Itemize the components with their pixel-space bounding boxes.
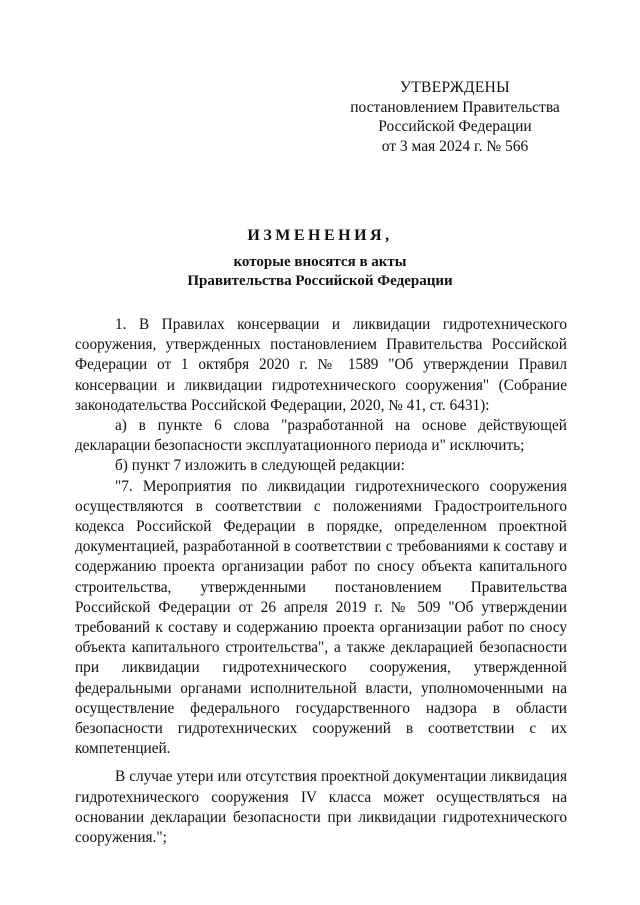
approval-line-2: Российской Федерации <box>378 118 532 135</box>
document-subtitle-line-1: которые вносятся в акты <box>233 254 407 270</box>
approval-line-1: постановлением Правительства <box>350 98 560 116</box>
paragraph-5: В случае утери или отсутствия проектной документации ликвидация гидротехнического сооружения IV класса может осуществляться на основании декларации безопасности при ликвидации гидротехнического сооружения."; <box>75 768 567 847</box>
document-subtitle <box>60 253 580 291</box>
paragraph-1: 1. В Правилах консервации и ликвидации гидротехнического сооружения, утвержденных постановлением Правительства Российской Федерации от 1 октября 2020 г. № 1589 "Об утверждении Правил консервации и ликвидации гидротехнического сооружения" (Собрание законодательства Российской Федерации, 2020, № 41, ст. 6431): <box>75 316 567 414</box>
paragraph-3: б) пункт 7 изложить в следующей редакции: <box>115 457 405 475</box>
approval-heading: УТВЕРЖДЕНЫ <box>400 79 510 96</box>
paragraph-4: "7. Мероприятия по ликвидации гидротехнического сооружения осуществляются в соответствии с положениями Градостроительного кодекса Российской Федерации в порядке, определенном проектной документацией, разработанной в соответствии с требованиями к составу и содержанию проекта организации работ по сносу объекта капитального строительства, утвержденными постановлением Правительства Российской Федерации от 26 апреля 2019 г. № 509 "Об утверждении требований к составу и содержанию проекта организации работ по сносу объекта капитального строительства", а также декларацией безопасности при ликвидации гидротехнического сооружения, утвержденной федеральными органами исполнительной власти, уполномоченными на осуществление федерального государственного надзора в области безопасности гидротехнических сооружений в соответствии с их компетенцией. <box>75 477 567 758</box>
document-body <box>75 315 567 848</box>
paragraph-2: а) в пункте 6 слова "разработанной на основе действующей декларации безопасности эксплуатационного периода и" исключить; <box>75 417 567 455</box>
document-title: ИЗМЕНЕНИЯ, <box>247 227 393 244</box>
document-title-block <box>60 226 580 291</box>
approval-stamp <box>345 78 565 156</box>
document-subtitle-line-2: Правительства Российской Федерации <box>187 273 453 289</box>
approval-line-3: от 3 мая 2024 г. № 566 <box>381 137 529 155</box>
